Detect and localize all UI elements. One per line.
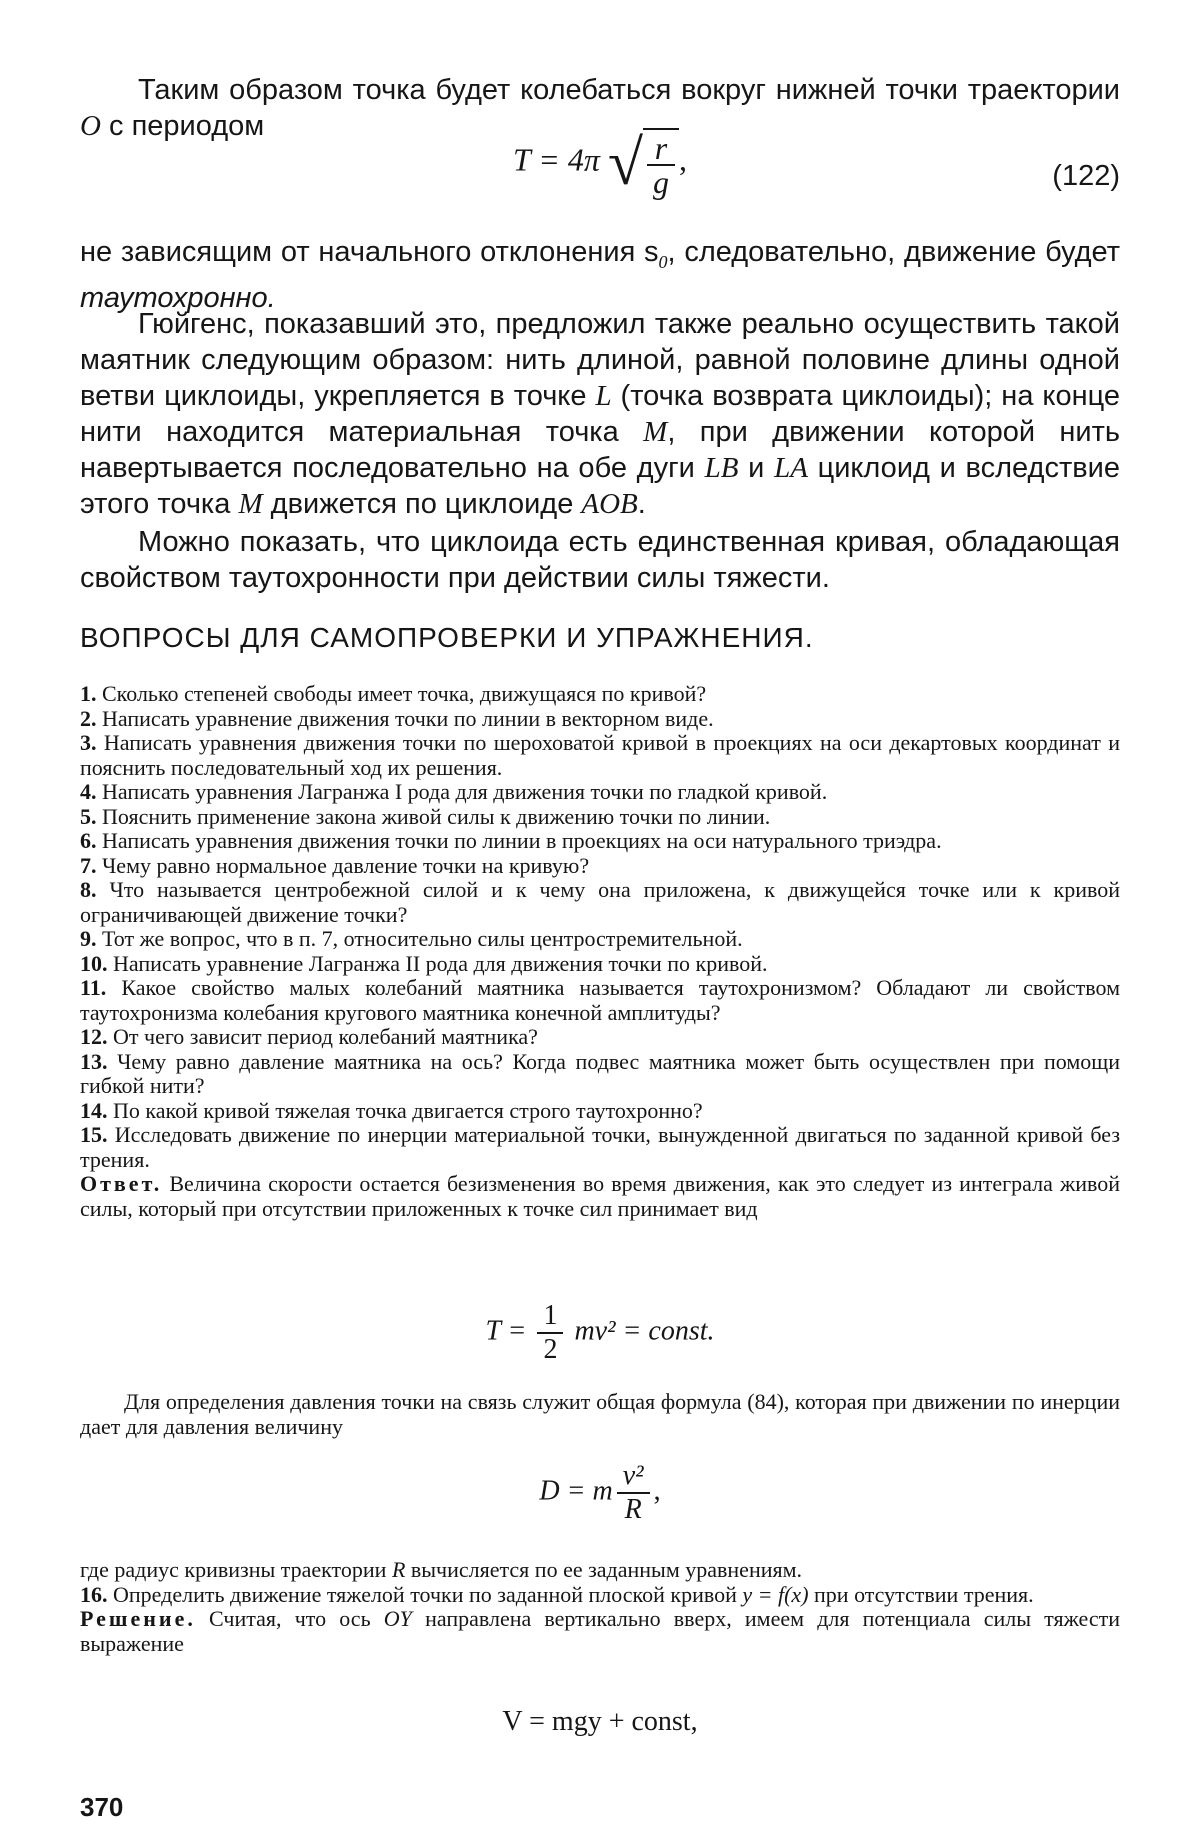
q16-t2: при отсутствии трения.: [808, 1581, 1034, 1607]
p2-v6: AOB: [581, 488, 638, 520]
radius-t2: вычисляется по ее заданным уравнениям.: [405, 1557, 803, 1582]
page-number: 370: [80, 1792, 124, 1822]
p2-v4: LA: [774, 452, 808, 484]
solution-var: OY: [383, 1606, 412, 1631]
radius-t1: где радиус кривизны траектории: [80, 1557, 392, 1582]
fraction-denominator: 2: [543, 1334, 558, 1365]
question-number: 16.: [80, 1581, 108, 1607]
sqrt-body: [643, 128, 679, 198]
question-item: [80, 854, 1120, 879]
formula-122-fraction: [647, 132, 675, 198]
section-heading: ВОПРОСЫ ДЛЯ САМОПРОВЕРКИ И УПРАЖНЕНИЯ.: [80, 622, 814, 653]
question-item: [80, 1099, 1120, 1124]
p1-text2: , следовательно, движение будет: [667, 236, 1120, 268]
question-number: 15.: [80, 1122, 108, 1147]
p2-v2: M: [643, 416, 668, 448]
question-item: [80, 1050, 1120, 1099]
p2-t6: движется по циклоиде: [262, 488, 582, 520]
formula-122-comma: ,: [678, 141, 687, 178]
question-item: [80, 952, 1120, 977]
question-number: 1.: [80, 681, 97, 706]
p2-t1: Гюйгенс, показавший это, предложил также реально осуществить такой маятник следующим образом: нить длиной, равной половине длины одной ветви циклоиды, укрепляется в точке: [80, 308, 1120, 412]
question-text: Пояснить применение закона живой силы к движению точки по линии.: [102, 803, 771, 829]
paragraph-tautochronous: [80, 234, 1120, 316]
question-item: [80, 878, 1120, 927]
question-text: Написать уравнение движения точки по линии в векторном виде.: [102, 705, 714, 731]
formula-122: [0, 128, 1200, 198]
p2-t5: циклоид и вследствие этого точка: [80, 452, 1120, 520]
question-text: Сколько степеней свободы имеет точка, движущаяся по кривой?: [102, 681, 707, 706]
intro-text: Таким образом точка будет колебаться вокруг нижней точки траектории: [138, 74, 1120, 106]
q16-var: y = f(x): [742, 1581, 809, 1607]
question-number: 6.: [80, 828, 97, 853]
formula-122-lhs: T = 4π: [513, 141, 600, 178]
question-number: 4.: [80, 779, 97, 804]
question-number: 5.: [80, 803, 97, 829]
formula-potential: V = mgy + const,: [502, 1706, 698, 1737]
formula-pressure: [0, 1460, 1200, 1526]
question-number: 7.: [80, 852, 97, 878]
question-item: [80, 976, 1120, 1025]
radius-var: R: [391, 1557, 406, 1582]
fraction-numerator: v²: [617, 1460, 650, 1494]
question-number: 2.: [80, 705, 97, 731]
point-o: O: [80, 110, 101, 142]
question-number: 11.: [80, 975, 107, 1000]
question-number: 14.: [80, 1097, 108, 1123]
question-number: 8.: [80, 877, 97, 902]
p2-v1: L: [595, 380, 612, 412]
formula-t-rhs: mv² = const.: [574, 1315, 715, 1347]
p2-v5: M: [238, 488, 263, 520]
paragraph-cycloid: Можно показать, что циклоида есть единственная кривая, обладающая свойством таутохронности при действии силы тяжести.: [80, 526, 1120, 594]
p2-t2: (точка возврата циклоиды); на конце нити находится материальная точка: [80, 380, 1120, 448]
sqrt-symbol: √: [607, 127, 643, 198]
closing-block: [80, 1558, 1120, 1656]
fraction-numerator: r: [647, 132, 675, 166]
question-item: [80, 927, 1120, 952]
p1-text: не зависящим от начального отклонения s: [80, 236, 659, 268]
p2-t3: , при движении которой нить навертывается последовательно на обе дуги: [80, 416, 1121, 484]
equation-number: (122): [1052, 160, 1120, 192]
formula-t-fraction: [537, 1300, 563, 1366]
question-item: [80, 707, 1120, 732]
question-number: 9.: [80, 926, 97, 951]
question-item: [80, 731, 1120, 780]
p1-subscript: 0: [658, 251, 668, 272]
question-text: Чему равно давление маятника на ось? Когда подвес маятника может быть осуществлен при помощи гибкой нити?: [80, 1048, 1121, 1098]
formula-d-fraction: [617, 1460, 650, 1526]
question-item: [80, 805, 1120, 830]
question-number: 12.: [80, 1024, 108, 1049]
question-text: Написать уравнение Лагранжа II рода для движения точки по кривой.: [113, 950, 768, 976]
p2-v3: LB: [704, 452, 739, 484]
formula-d-comma: ,: [653, 1475, 661, 1507]
question-item: [80, 682, 1120, 707]
solution-t1: Считая, что ось: [195, 1606, 384, 1631]
question-text: От чего зависит период колебаний маятника?: [113, 1024, 538, 1049]
question-number: 10.: [80, 950, 108, 976]
question-text: Какое свойство малых колебаний маятника называется таутохронизмом? Обладают ли свойством таутохронизма колебания кругового маятника конечной амплитуды?: [80, 975, 1121, 1025]
question-text: По какой кривой тяжелая точка двигается строго таутохронно?: [113, 1097, 703, 1123]
q16-t1: Определить движение тяжелой точки по заданной плоской кривой: [113, 1581, 743, 1607]
question-16: [80, 1583, 1120, 1608]
question-text: Чему равно нормальное давление точки на кривую?: [102, 852, 590, 878]
question-text: Что называется центробежной силой и к чему она приложена, к движущейся точке или к кривой ограничивающей движение точки?: [80, 877, 1121, 927]
question-item: [80, 1025, 1120, 1050]
paragraph-pressure: Для определения давления точки на связь служит общая формула (84), которая при движении по инерции дает для давления величину: [80, 1389, 1120, 1439]
p1-italic: таутохронно.: [80, 281, 276, 314]
question-item: [80, 829, 1120, 854]
question-text: Написать уравнения движения точки по линии в проекциях на оси натурального триэдра.: [102, 828, 942, 853]
radius-note: [80, 1558, 1120, 1583]
intro-text-end: с периодом: [100, 110, 265, 142]
question-text: Исследовать движение по инерции материальной точки, вынужденной двигаться по заданной кривой без трения.: [80, 1122, 1121, 1172]
p2-t4: и: [738, 452, 775, 484]
question-text: Написать уравнения движения точки по шероховатой кривой в проекциях на оси декартовых координат и пояснить последовательный ход их решения.: [80, 730, 1120, 780]
solution-16: [80, 1607, 1120, 1656]
question-item: [80, 1123, 1120, 1172]
p2-t7: .: [637, 488, 646, 520]
fraction-denominator: g: [652, 164, 669, 200]
paragraph-huygens: [80, 306, 1120, 522]
question-text: Написать уравнения Лагранжа I рода для движения точки по гладкой кривой.: [102, 779, 828, 804]
formula-kinetic-energy: [0, 1300, 1200, 1366]
fraction-denominator: R: [624, 1494, 642, 1525]
question-text: Тот же вопрос, что в п. 7, относительно силы центростремительной.: [102, 926, 743, 951]
answer-text: Величина скорости остается безизменения во время движения, как это следует из интеграла живой силы, который при отсутствии приложенных к точке сил принимает вид: [80, 1171, 1120, 1221]
question-item: [80, 780, 1120, 805]
formula-d-lhs: D = m: [539, 1475, 613, 1507]
solution-t2: направлена вертикально вверх, имеем для потенциала силы тяжести выражение: [80, 1606, 1120, 1656]
answer-15: [80, 1172, 1120, 1221]
fraction-numerator: 1: [537, 1300, 563, 1334]
questions-list: [80, 682, 1120, 1221]
formula-t-lhs: T =: [485, 1315, 527, 1347]
answer-label: Ответ.: [80, 1171, 163, 1196]
question-number: 13.: [80, 1048, 108, 1074]
question-number: 3.: [80, 730, 97, 755]
solution-label: Решение.: [80, 1606, 196, 1631]
